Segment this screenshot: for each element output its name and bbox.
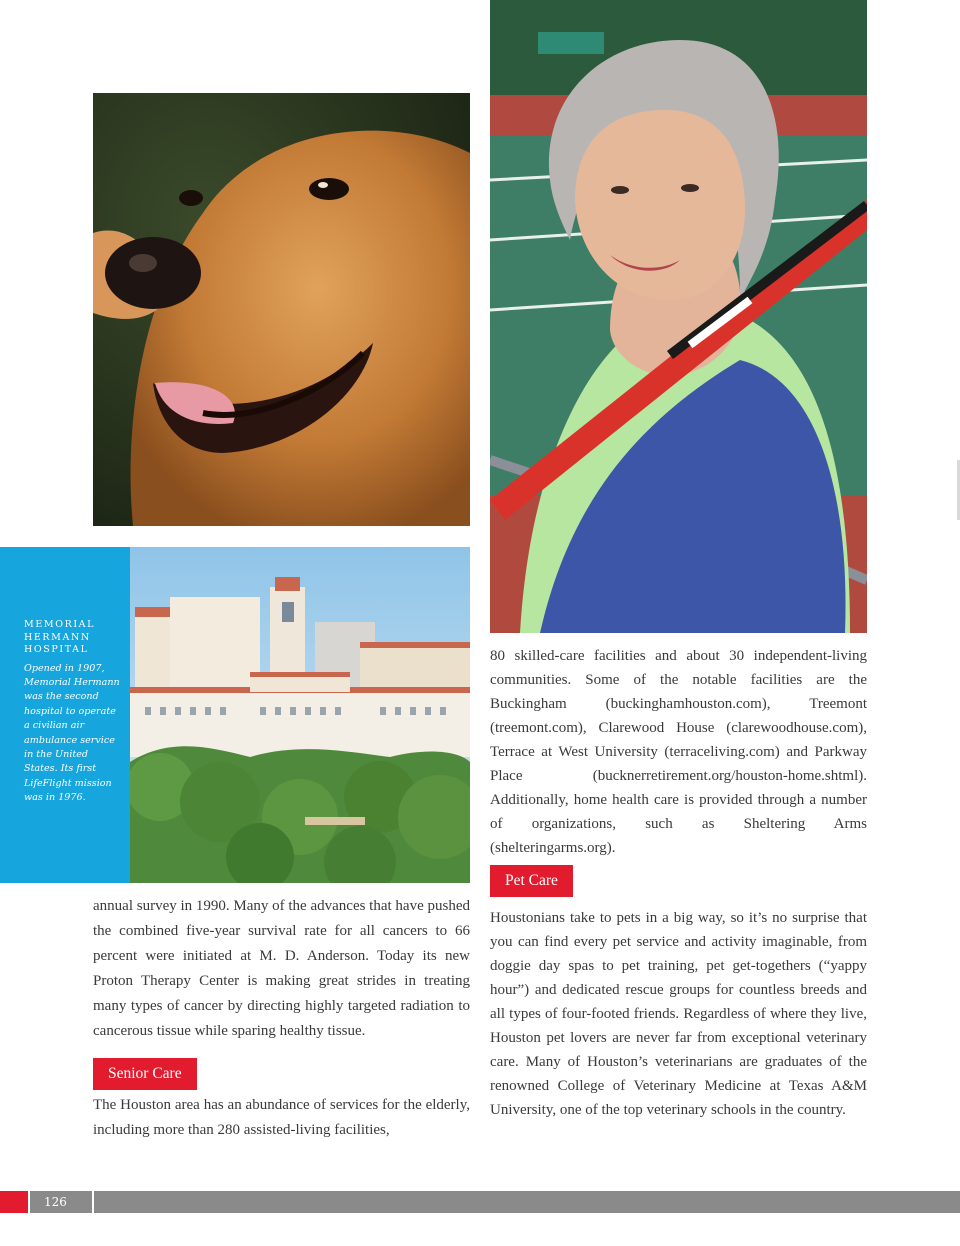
caption-body: Opened in 1907, Memorial Hermann was the second hospital to operate a civilian air ambulance service in the United States. Its first LifeFlight mission was in 1976. (24, 662, 120, 804)
golden-retriever-photo (93, 93, 470, 526)
hospital-building-photo (130, 547, 470, 883)
page-number: 126 (30, 1191, 92, 1213)
body-paragraph: 80 skilled-care facilities and about 30 independent-living communities. Some of the notable facilities are the Buckingham (buckinghamhouston.com), Treemont (treemont.com), Clarewood House (clarewoodhouse.com), Terrace at West University (terraceliving.com) and Parkway Place (bucknerretirement.org/houston-home.shtml). Additionally, home health care is provided through a number of organizations, such as Sheltering Arms (shelteringarms.org). (490, 648, 867, 856)
body-paragraph: Houstonians take to pets in a big way, so it’s no surprise that you can find every pet service and activity imaginable, from doggie day spas to pet training, pet get-togethers (“yappy hour”) and dedicated rescue groups for countless breeds and all types of four-footed friends. Regardless of where they live, Houston pet lovers are never far from exceptional veterinary care. Many of Houston’s veterinarians are graduates of the renowned College of Veterinary Medicine at Texas A&M University, one of the top veterinary schools in the country. (490, 910, 867, 1118)
body-paragraph: The Houston area has an abundance of services for the elderly, including more than 280 assisted-living facilities, (93, 1097, 470, 1138)
footer-accent-bar (0, 1191, 28, 1213)
caption-title: MEMORIAL HERMANN HOSPITAL (24, 619, 96, 655)
body-paragraph: annual survey in 1990. Many of the advances that have pushed the combined five-year survival rate for all cancers to 66 percent were initiated at M. D. Anderson. Today its new Proton Therapy Center is making great strides in treating many types of cancer by directing highly targeted radiation to cancerous tissue while sparing healthy tissue. (93, 898, 470, 1039)
senior-care-heading: Senior Care (93, 1058, 197, 1090)
pet-care-heading: Pet Care (490, 865, 573, 897)
footer-bar (94, 1191, 960, 1213)
caption-box (0, 547, 130, 883)
woman-tennis-racket-photo (490, 0, 867, 633)
